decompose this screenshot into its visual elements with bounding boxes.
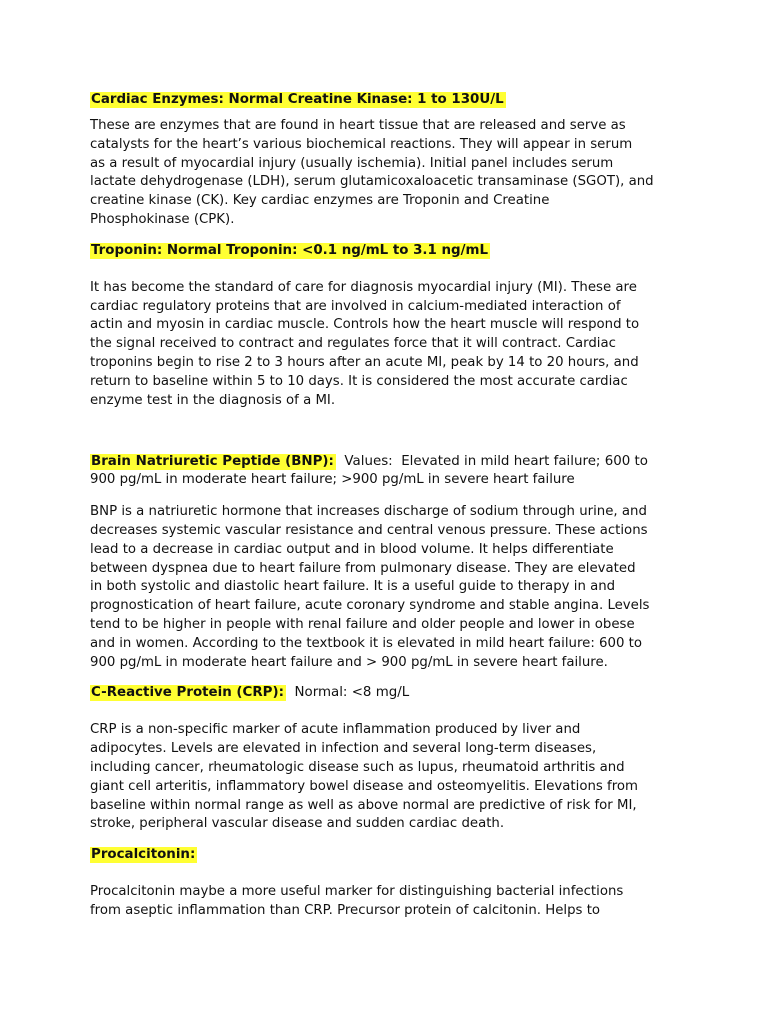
text-line: in both systolic and diastolic heart failure. It is a useful guide to therapy in and (90, 579, 616, 595)
text-line: prognostication of heart failure, acute coronary syndrome and stable angina. Levels (90, 598, 650, 614)
text-line: CRP is a non-specific marker of acute inflammation produced by liver and (90, 722, 581, 738)
text-line: lead to a decrease in cardiac output and in blood volume. It helps differentiate (90, 541, 614, 557)
highlighted-heading: Cardiac Enzymes: Normal Creatine Kinase: 1 to 130U/L (91, 92, 504, 107)
text-line: return to baseline within 5 to 10 days. It is considered the most accurate cardiac (90, 373, 628, 389)
highlighted-heading: Brain Natriuretic Peptide (BNP): (91, 454, 334, 470)
heading-values-text: Values: Elevated in mild heart failure; 600 to (335, 454, 648, 470)
text-line: baseline within normal range as well as above normal are predictive of risk for MI, (90, 797, 637, 813)
section-heading-procalcitonin (90, 845, 690, 864)
text-line: creatine kinase (CK). Key cardiac enzymes are Troponin and Creatine (90, 193, 550, 209)
text-line: lactate dehydrogenase (LDH), serum glutamicoxaloacetic transaminase (SGOT), and (90, 174, 654, 190)
text-line: Procalcitonin maybe a more useful marker for distinguishing bacterial infections (90, 884, 624, 900)
text-line: adipocytes. Levels are elevated in infection and several long-term diseases, (90, 741, 597, 757)
highlighted-heading: Troponin: Normal Troponin: <0.1 ng/mL to 3.1 ng/mL (91, 242, 488, 258)
highlighted-heading: Procalcitonin: (91, 847, 196, 863)
paragraph-troponin (90, 279, 690, 411)
paragraph-crp (90, 721, 690, 834)
text-line: catalysts for the heart’s various biochemical reactions. They will appear in serum (90, 136, 633, 152)
text-line: decreases systemic vascular resistance and central venous pressure. These actions (90, 522, 648, 538)
heading-normal-text: Normal: <8 mg/L (285, 685, 410, 701)
text-line: enzyme test in the diagnosis of a MI. (90, 392, 336, 408)
text-line: BNP is a natriuretic hormone that increases discharge of sodium through urine, and (90, 504, 647, 520)
text-line: actin and myosin in cardiac muscle. Controls how the heart muscle will respond to (90, 317, 640, 333)
text-line: These are enzymes that are found in heart tissue that are released and serve as (90, 118, 626, 133)
paragraph-cardiac-enzymes (90, 117, 690, 230)
section-heading-troponin (90, 241, 690, 260)
text-line: 900 pg/mL in moderate heart failure; >900 pg/mL in severe heart failure (90, 472, 575, 488)
paragraph-procalcitonin (90, 883, 690, 921)
text-line: giant cell arteritis, inflammatory bowel disease and osteomyelitis. Elevations from (90, 778, 638, 794)
text-line: 900 pg/mL in moderate heart failure and > 900 pg/mL in severe heart failure. (90, 654, 608, 670)
text-line: stroke, peripheral vascular disease and sudden cardiac death. (90, 816, 505, 832)
text-line: cardiac regulatory proteins that are involved in calcium-mediated interaction of (90, 298, 621, 314)
text-line: from aseptic inflammation than CRP. Precursor protein of calcitonin. Helps to (90, 902, 601, 918)
text-line: as a result of myocardial injury (usually ischemia). Initial panel includes serum (90, 155, 614, 171)
section-heading-cardiac-enzymes (90, 90, 690, 109)
text-line: troponins begin to rise 2 to 3 hours after an acute MI, peak by 14 to 20 hours, and (90, 354, 639, 370)
text-line: and in women. According to the textbook it is elevated in mild heart failure: 600 to (90, 635, 643, 651)
bnp-values-line2 (90, 471, 690, 490)
text-line: It has become the standard of care for diagnosis myocardial injury (MI). These are (90, 279, 637, 295)
text-line: Phosphokinase (CPK). (90, 211, 235, 227)
section-heading-crp (90, 683, 690, 702)
text-line: between dyspnea due to heart failure from pulmonary disease. They are elevated (90, 560, 636, 576)
paragraph-bnp (90, 503, 690, 672)
highlighted-heading: C-Reactive Protein (CRP): (91, 685, 284, 701)
section-heading-bnp (90, 452, 690, 471)
text-line: including cancer, rheumatologic disease such as lupus, rheumatoid arthritis and (90, 759, 625, 775)
text-line: the signal received to contract and regulates force that it will contract. Cardiac (90, 336, 616, 352)
text-line: tend to be higher in people with renal failure and older people and lower in obese (90, 616, 635, 632)
document-page (90, 90, 690, 921)
